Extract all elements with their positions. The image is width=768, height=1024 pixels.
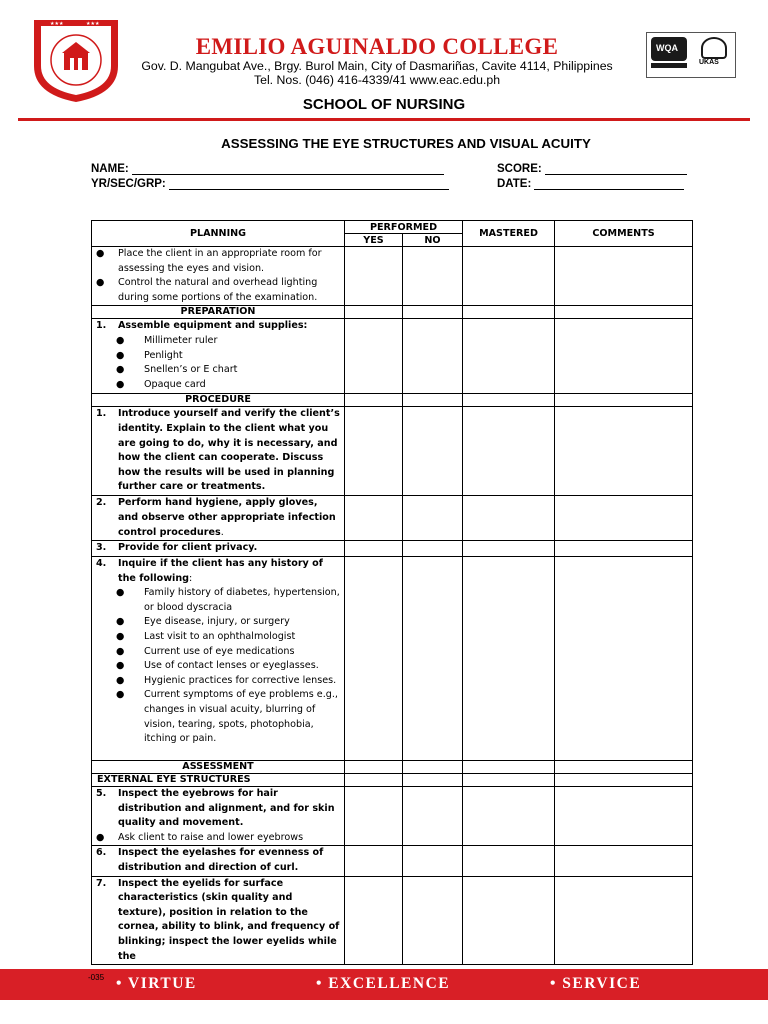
yrsecgrp-field (91, 178, 449, 190)
school-name: SCHOOL OF NURSING (302, 96, 466, 113)
yes-cell[interactable] (345, 247, 403, 306)
sub-item: ● Use of contact lenses or eyeglasses. (116, 660, 319, 672)
list-item: 3. Provide for client privacy. (96, 542, 258, 554)
header-row (92, 221, 693, 234)
comments-cell[interactable] (555, 407, 693, 496)
college-name: EMILIO AGUINALDO COLLEGE (195, 34, 559, 59)
sub-item: ● Penlight (116, 349, 183, 361)
footer-code: -035 (88, 973, 105, 982)
list-item: ● Control the natural and overhead lighting during some portions of the examination. (96, 277, 318, 303)
comments-cell[interactable] (555, 541, 693, 557)
name-field (91, 163, 444, 175)
footer-excellence: • EXCELLENCE (316, 975, 451, 992)
step-cell (92, 407, 345, 496)
mastered-cell[interactable] (463, 876, 555, 965)
comments-cell[interactable] (555, 876, 693, 965)
list-item: 1. Assemble equipment and supplies: (96, 320, 308, 332)
mastered-cell[interactable] (463, 319, 555, 394)
step-cell (92, 846, 345, 876)
no-cell[interactable] (403, 541, 463, 557)
subsection-label: EXTERNAL EYE STRUCTURES (92, 773, 345, 786)
no-cell[interactable] (403, 247, 463, 306)
name-input[interactable] (132, 163, 444, 175)
comments-cell[interactable] (555, 846, 693, 876)
sub-item: ● Hygienic practices for corrective lenses. (116, 674, 337, 686)
table-row (92, 786, 693, 845)
step-cell (92, 496, 345, 541)
address-line-1: Gov. D. Mangubat Ave., Brgy. Burol Main, City of Dasmariñas, Cavite 4114, Philippines (141, 59, 613, 73)
comments-header: COMMENTS (555, 221, 693, 247)
yes-cell[interactable] (345, 496, 403, 541)
mastered-cell[interactable] (463, 786, 555, 845)
letterhead (0, 0, 768, 125)
table-row (92, 876, 693, 965)
no-cell[interactable] (403, 556, 463, 760)
no-cell[interactable] (403, 846, 463, 876)
table-row (92, 319, 693, 394)
comments-cell[interactable] (555, 786, 693, 845)
yes-cell[interactable] (345, 786, 403, 845)
yrsecgrp-input[interactable] (169, 178, 449, 190)
yrsecgrp-label: YR/SEC/GRP: (91, 178, 166, 190)
footer-band (0, 969, 768, 1000)
comments-cell[interactable] (555, 556, 693, 760)
mastered-cell[interactable] (463, 846, 555, 876)
yes-cell[interactable] (345, 556, 403, 760)
planning-header: PLANNING (92, 221, 345, 247)
yes-cell[interactable] (345, 407, 403, 496)
no-cell[interactable] (403, 496, 463, 541)
yes-cell[interactable] (345, 319, 403, 394)
no-cell[interactable] (403, 876, 463, 965)
mastered-cell[interactable] (463, 541, 555, 557)
step-cell (92, 556, 345, 760)
section-row-assessment (92, 760, 693, 773)
sub-item: ● Opaque card (116, 378, 206, 390)
sub-item: ● Family history of diabetes, hypertension, or blood dyscracia (116, 587, 340, 613)
subsection-row-external (92, 773, 693, 786)
planning-cell (92, 247, 345, 306)
no-cell[interactable] (403, 786, 463, 845)
list-item: 7. Inspect the eyelids for surface characteristics (skin quality and texture), position in relation to the cornea, ability to blink, and frequency of blinking; inspect the lower eyelids while the (96, 877, 340, 962)
wqa-text: WQA (656, 43, 678, 53)
no-header: NO (403, 234, 463, 247)
mastered-cell[interactable] (463, 407, 555, 496)
wqa-bar (651, 63, 687, 68)
comments-cell[interactable] (555, 247, 693, 306)
table-row (92, 496, 693, 541)
section-label: PREPARATION (92, 306, 345, 319)
header-divider (18, 118, 750, 121)
ukas-text: UKAS (699, 59, 719, 66)
list-item: ● Place the client in an appropriate room for assessing the eyes and vision. (96, 248, 322, 274)
svg-text:★★★: ★★★ (50, 21, 64, 27)
yes-cell[interactable] (345, 876, 403, 965)
comments-cell[interactable] (555, 319, 693, 394)
address-line-2: Tel. Nos. (046) 416-4339/41 www.eac.edu.ph (253, 73, 501, 87)
mastered-cell[interactable] (463, 496, 555, 541)
score-input[interactable] (545, 163, 687, 175)
step-cell (92, 541, 345, 557)
step-cell (92, 876, 345, 965)
sub-item: ● Current symptoms of eye problems e.g., changes in visual acuity, blurring of vision, tearing, spots, photophobia, itching or pain. (116, 689, 338, 745)
table-row (92, 541, 693, 557)
ukas-crown-icon (701, 37, 727, 59)
sub-item: ● Snellen’s or E chart (116, 364, 238, 376)
table-row (92, 247, 693, 306)
list-item: 2. Perform hand hygiene, apply gloves, and observe other appropriate infection control procedures. (96, 497, 336, 538)
footer-service: • SERVICE (550, 975, 642, 992)
score-field (497, 163, 687, 175)
certification-logos (646, 32, 736, 78)
sub-item: ● Current use of eye medications (116, 645, 295, 657)
wqa-logo (651, 37, 687, 61)
no-cell[interactable] (403, 319, 463, 394)
sub-item: ● Millimeter ruler (116, 334, 218, 346)
performed-header: PERFORMED (345, 221, 463, 234)
section-row-preparation (92, 306, 693, 319)
yes-header: YES (345, 234, 403, 247)
comments-cell[interactable] (555, 496, 693, 541)
list-item: 6. Inspect the eyelashes for evenness of distribution and direction of curl. (96, 847, 324, 873)
college-seal-logo (24, 16, 128, 104)
list-item: 5. Inspect the eyebrows for hair distribution and alignment, and for skin quality and movement. (96, 787, 335, 829)
mastered-cell[interactable] (463, 247, 555, 306)
svg-text:★★★: ★★★ (86, 21, 100, 27)
college-address (130, 59, 624, 87)
form-title: ASSESSING THE EYE STRUCTURES AND VISUAL ACUITY (221, 136, 591, 151)
yes-cell[interactable] (345, 846, 403, 876)
date-label: DATE: (497, 178, 532, 190)
date-input[interactable] (534, 178, 684, 190)
mastered-header: MASTERED (463, 221, 555, 247)
score-label: SCORE: (497, 163, 542, 175)
section-label: PROCEDURE (92, 394, 345, 407)
step-cell (92, 786, 345, 845)
sub-item: ● Eye disease, injury, or surgery (116, 616, 290, 628)
table-row (92, 846, 693, 876)
name-label: NAME: (91, 163, 129, 175)
no-cell[interactable] (403, 407, 463, 496)
yes-cell[interactable] (345, 541, 403, 557)
section-row-procedure (92, 394, 693, 407)
list-item: ● Ask client to raise and lower eyebrows (96, 831, 304, 843)
sub-item: ● Last visit to an ophthalmologist (116, 630, 296, 642)
mastered-cell[interactable] (463, 556, 555, 760)
section-label: ASSESSMENT (92, 760, 345, 773)
checklist-table (91, 220, 693, 965)
list-item: 4. Inquire if the client has any history of the following: (96, 557, 323, 584)
step-cell (92, 319, 345, 394)
table-row (92, 556, 693, 760)
list-item: 1. Introduce yourself and verify the client’s identity. Explain to the client what you are going to do, why it is necessary, and how the client can cooperate. Discuss how the results will be used in planning further care or treatments. (96, 408, 340, 493)
footer-virtue: • VIRTUE (116, 975, 197, 992)
table-row (92, 407, 693, 496)
date-field (497, 178, 684, 190)
